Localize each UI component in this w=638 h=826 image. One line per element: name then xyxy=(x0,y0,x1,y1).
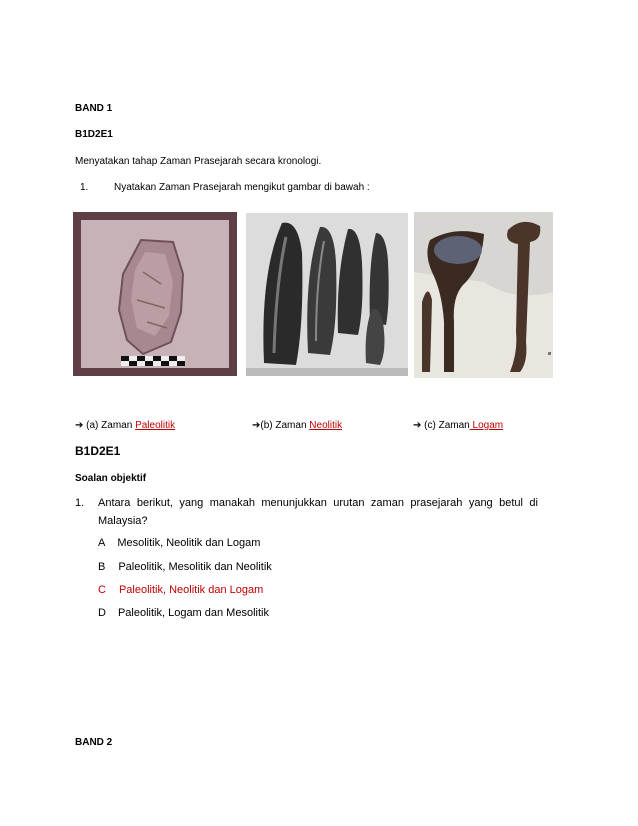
answer-b-value: Neolitik xyxy=(309,420,343,431)
band1-code: B1D2E1 xyxy=(75,129,113,140)
answer-a: ➔ (a) Zaman Paleolitik xyxy=(75,420,176,431)
section2-label: Soalan objektif xyxy=(75,473,147,484)
band2-heading: BAND 2 xyxy=(75,737,113,748)
band1-heading: BAND 1 xyxy=(75,103,113,114)
question1-text: Nyatakan Zaman Prasejarah mengikut gambar di bawah : xyxy=(114,182,370,193)
question1-number: 1. xyxy=(80,182,89,193)
metal-age-tools-photo xyxy=(414,212,553,378)
mcq-question-line1: Antara berikut, yang manakah menunjukkan urutan zaman prasejarah yang betul di xyxy=(98,497,538,509)
arrow-right-icon: ➔ xyxy=(252,420,261,431)
answer-c: ➔ (c) Zaman Logam xyxy=(413,420,504,431)
paleolithic-handaxe-photo xyxy=(73,212,237,376)
mcq-option-c-correct: C Paleolitik, Neolitik dan Logam xyxy=(98,584,264,596)
answer-b: ➔(b) Zaman Neolitik xyxy=(252,420,343,431)
arrow-right-icon: ➔ xyxy=(75,420,84,431)
mcq-question-line2: Malaysia? xyxy=(98,515,148,527)
arrow-right-icon: ➔ xyxy=(413,420,422,431)
answer-c-value: Logam xyxy=(469,420,504,431)
neolithic-tools-photo xyxy=(246,213,408,376)
mcq-option-d: D Paleolitik, Logam dan Mesolitik xyxy=(98,607,269,619)
mcq-option-b: B Paleolitik, Mesolitik dan Neolitik xyxy=(98,561,272,573)
mcq-number: 1. xyxy=(75,497,85,509)
mcq-option-a: A Mesolitik, Neolitik dan Logam xyxy=(98,537,261,549)
answer-a-value: Paleolitik xyxy=(135,420,176,431)
band1-description: Menyatakan tahap Zaman Prasejarah secara kronologi. xyxy=(75,156,322,167)
section2-code: B1D2E1 xyxy=(75,444,121,458)
